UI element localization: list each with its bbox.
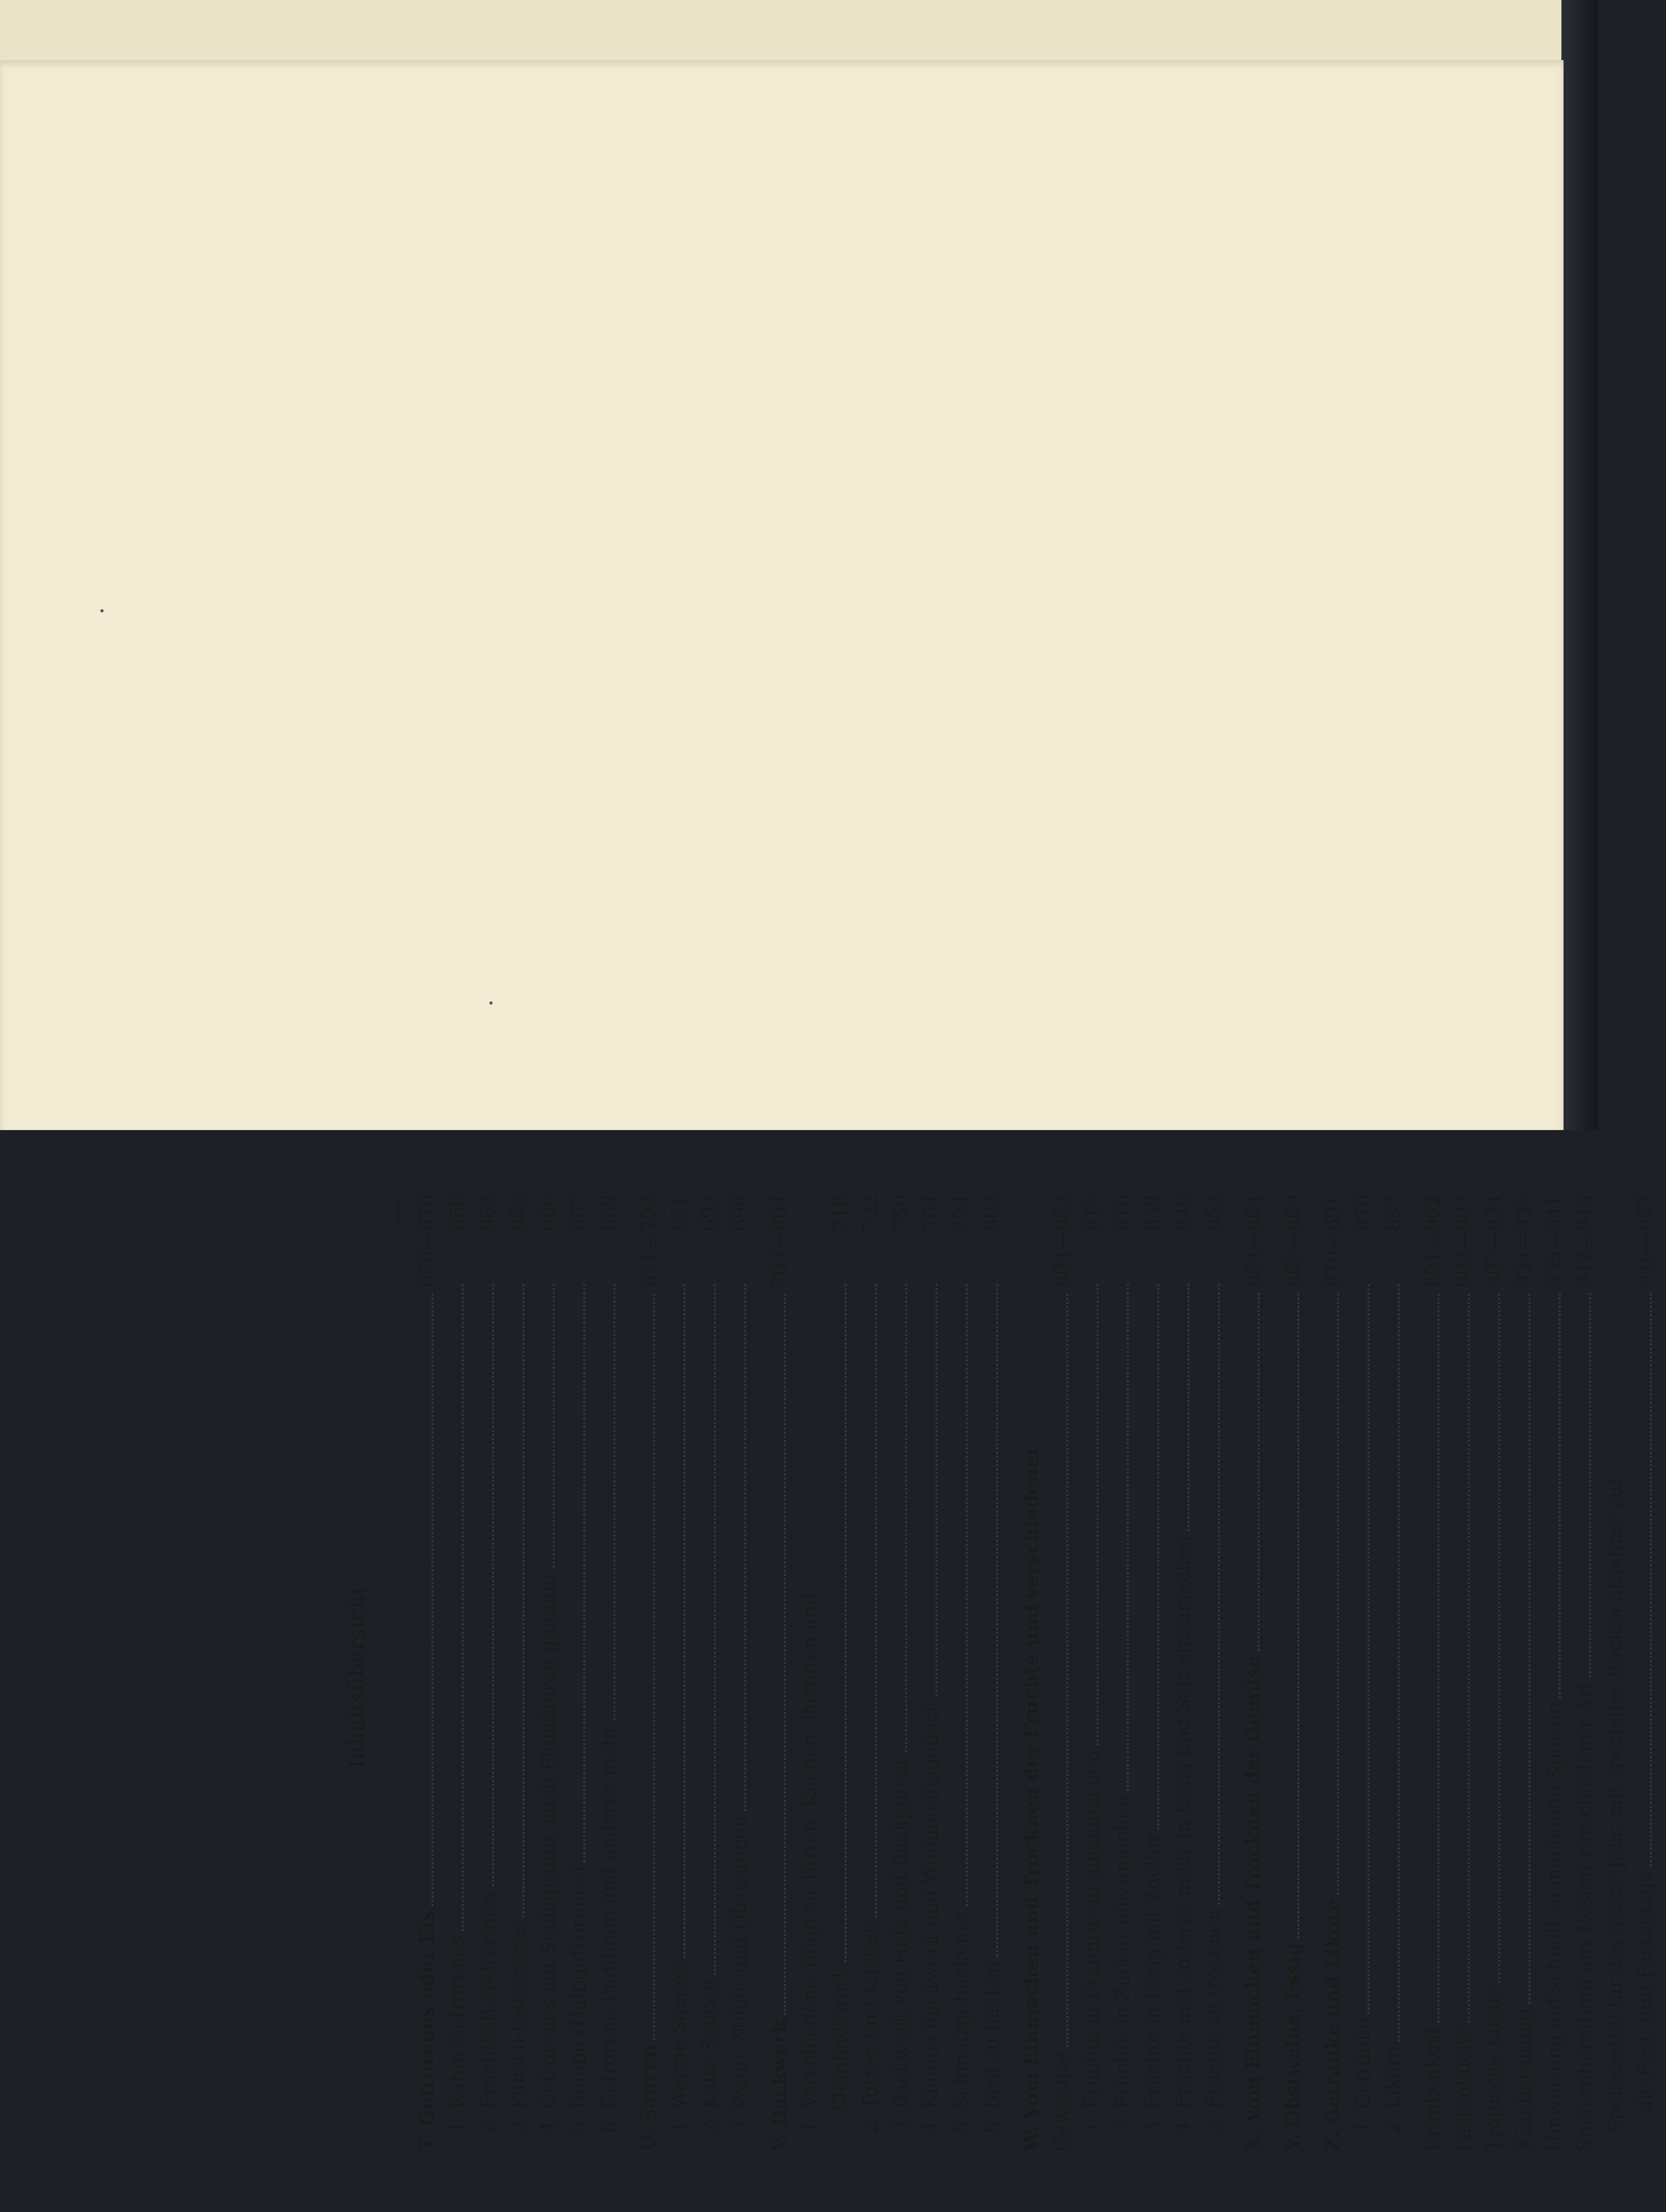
toc-entry-page: 902—907 (1452, 1194, 1475, 1288)
ink-speck (489, 1001, 493, 1005)
toc-entry (952, 1194, 982, 2151)
toc-entry-page: 716 (829, 1194, 851, 1232)
dot-leader (1066, 1293, 1068, 2047)
dot-leader (613, 1283, 615, 1720)
toc-entry-page: 942—945 (1573, 1194, 1596, 1288)
toc-entry-label: 5. Früchte zu trocknen (1202, 1909, 1225, 2134)
toc-entry-page: 887 (1382, 1194, 1405, 1232)
toc-entry-label: 2. Liköre (1382, 2046, 1405, 2134)
toc-entry-label: 2. Kalte Saucen (698, 1979, 721, 2134)
toc-entry (700, 1194, 730, 2151)
toc-entry (1243, 1194, 1274, 2151)
toc-entry-page: 891—902 (1422, 1194, 1444, 1288)
toc-entry (800, 1194, 830, 2151)
toc-entry (1423, 1194, 1454, 2151)
dot-leader (996, 1283, 998, 1956)
toc-entry-label: Gewächse (1051, 2051, 1073, 2151)
dot-leader (583, 1283, 585, 1862)
toc-entry-label: 2. Torten und Kuchen (859, 1921, 882, 2134)
toc-entry (639, 1194, 669, 2151)
toc-entry-label: 3. Früchte in Essig mit Zucker (1142, 1834, 1164, 2134)
book-page (0, 60, 1564, 1130)
toc-entry-label: 1. Rahm-Gefrorenes (446, 1935, 469, 2134)
toc-entry-page: 692 (698, 1194, 721, 1232)
toc-entry (891, 1194, 921, 2151)
toc-entry (1173, 1194, 1204, 2151)
dot-leader (744, 1283, 746, 1811)
toc-entry-label: Krankenkost (1422, 2027, 1444, 2151)
toc-entry (982, 1194, 1012, 2151)
dot-leader (431, 1293, 433, 1906)
toc-entry-label: T. Gefrorenes oder Eis (415, 1910, 438, 2151)
dot-leader (1218, 1283, 1220, 1905)
toc-entry (1204, 1194, 1234, 2151)
dot-leader (1337, 1293, 1339, 1895)
toc-entry-page: 934—935 (1513, 1194, 1535, 1288)
dot-leader (905, 1283, 907, 1752)
toc-entry (1022, 1194, 1052, 2151)
toc-entry-page: 907—934 (1482, 1194, 1505, 1288)
dot-leader (1498, 1293, 1500, 1982)
toc-entry (1283, 1194, 1314, 2151)
toc-entry (569, 1194, 599, 2151)
dot-leader (1157, 1283, 1159, 1830)
toc-entry (1575, 1194, 1605, 2151)
toc-entry-label: 3. Wein-, Milch- und Obstsaucen (728, 1815, 751, 2134)
toc-entry-label: Kleinbackwerk (829, 1966, 851, 2113)
toc-entry-page: 870 (1352, 1194, 1374, 1232)
dot-leader (1258, 1293, 1260, 1651)
toc-entry-page: 663 (476, 1194, 499, 1232)
toc-entry-label: Speisenbereitung aus Resten verschiedener Art (1573, 1682, 1596, 2151)
toc-entry (417, 1194, 448, 2151)
dot-leader (462, 1283, 464, 1931)
toc-entry-page: 946—967 (1634, 1194, 1657, 1288)
dot-leader (1297, 1293, 1299, 1939)
dot-leader (784, 1293, 786, 2015)
dot-leader (935, 1283, 938, 1696)
dot-leader (553, 1283, 555, 1568)
toc-entry-label: 1. Getränke (1352, 2017, 1374, 2134)
toc-entry-page: 660 (446, 1194, 469, 1232)
toc-entry-page: 794 (950, 1194, 973, 1232)
toc-entry (1113, 1194, 1143, 2151)
toc-entry (1454, 1194, 1484, 2151)
toc-entry-page: 802 (980, 1194, 1003, 1232)
toc-entry-page: 764 (920, 1194, 942, 1232)
toc-entry-label: 2. Früchte in Zucker einzumachen (1111, 1795, 1134, 2134)
dot-leader (1559, 1293, 1561, 1698)
dot-leader (875, 1283, 877, 1918)
toc-entry (508, 1194, 539, 2151)
toc-entry (1082, 1194, 1113, 2151)
dot-leader (845, 1283, 847, 1962)
toc-entry-page: 722 (859, 1194, 882, 1232)
dot-leader (683, 1283, 686, 1958)
rotated-page-content (272, 1135, 1657, 2212)
toc-entry (1052, 1194, 1082, 2151)
toc-entry-page: 854—864 (1242, 1194, 1264, 1288)
dot-leader (522, 1283, 524, 1918)
toc-entry-page: 671—702 (637, 1194, 660, 1288)
toc-entry-page: 846 (1172, 1194, 1194, 1232)
dot-leader (653, 1293, 655, 2040)
dot-leader (1398, 1283, 1400, 2042)
toc-entry-label: V. Backwerk (768, 2020, 791, 2151)
toc-entry (1605, 1194, 1636, 2151)
toc-entry-label: 4. Gefrorenes mit Schlagrahm, auch Plombièren genannt (537, 1571, 560, 2134)
page-heading: Inhaltsübersicht. (345, 1579, 369, 1768)
toc-entry (730, 1194, 760, 2151)
toc-entry (861, 1194, 891, 2151)
toc-entry (1545, 1194, 1575, 2151)
toc-entry-label: Tropische Küche (1482, 1987, 1505, 2151)
toc-entry-label: 6. Brot zu backen (980, 1960, 1003, 2134)
dot-leader (1188, 1283, 1190, 1531)
toc-entry-page: 671 (668, 1194, 690, 1232)
toc-entry-label: Z. Getränke und Liköre (1321, 1899, 1344, 2151)
toc-entry-page: 666 (537, 1194, 560, 1232)
toc-entry (1384, 1194, 1414, 2151)
toc-entry-page: 658—670 (416, 1194, 438, 1288)
toc-entry-label: 4. Früchte und anderes mehr in Essig und Salz einzumachen (1172, 1535, 1194, 2134)
dot-leader (1468, 1293, 1470, 2023)
toc-entry (599, 1194, 630, 2151)
dot-leader (492, 1283, 494, 1886)
toc-entry (1353, 1194, 1384, 2151)
toc-entry-label: W. Vom Einmachen und Trocknen der Früchte und verschiedener (1020, 1445, 1043, 2151)
toc-entry-label: 4. Kleines Backwerk und Weihnachtsgebäck (920, 1700, 942, 2134)
dot-leader (1650, 1293, 1652, 1866)
toc-entry-page: 870—891 (1321, 1194, 1344, 1288)
toc-entry-page: 703—804 (768, 1194, 791, 1288)
toc-entry (770, 1194, 800, 2151)
toc-entry-page: 865—869 (1282, 1194, 1304, 1288)
toc-entry-page: 815 (1081, 1194, 1103, 1232)
dot-leader (714, 1283, 716, 1975)
toc-entry-label: Hinweisung auf schnell zu machende Speisen (1543, 1702, 1566, 2151)
toc-entry-label: Speisezettel für das ganze Jahr, mit spezieller Rücksichtnahme auf (1604, 1478, 1626, 2134)
toc-entry (1636, 1194, 1666, 2151)
ink-speck (100, 609, 104, 612)
dot-leader (1127, 1283, 1129, 1791)
toc-entry-label: 3. Punsch-Gefrorenes (507, 1921, 529, 2134)
dot-leader (1367, 1283, 1370, 2014)
toc-entry (1484, 1194, 1514, 2151)
dot-leader (966, 1283, 968, 1906)
scanner-background-right (1561, 0, 1598, 1130)
toc-entry (539, 1194, 569, 2151)
toc-entry-label: 3. Backwerk von Hefe und Backpulver (889, 1757, 912, 2134)
toc-entry (1514, 1194, 1545, 2151)
toc-entry (478, 1194, 508, 2151)
toc-entry-label: 6. Gefrorene Puddinge und anderes mehr (598, 1725, 620, 2134)
toc-entry-page: 804—853 (1051, 1194, 1073, 1288)
toc-entry-label: Käsebereitung (1513, 2008, 1535, 2151)
toc-entry-page: 669 (598, 1194, 620, 1232)
dot-leader (1528, 1293, 1531, 2004)
toc-entry (830, 1194, 861, 2151)
toc-entry-label: 5. Schmalzgebackenes (950, 1910, 973, 2134)
toc-entry-label: 5. Bombe (Halbgefrorenes) (567, 1866, 590, 2134)
dot-leader (1437, 1293, 1440, 2023)
toc-entry (921, 1194, 952, 2151)
toc-entry-label: Y. Obstweine, Essig (1281, 1943, 1304, 2151)
toc-entry-label: X. Vom Einmachen und Trocknen der Gemüse (1241, 1655, 1264, 2151)
dot-leader (1589, 1293, 1591, 1678)
toc-entry-page: 816 (1111, 1194, 1134, 1232)
page-column-label: Seite (391, 1200, 404, 1227)
toc-entry (1323, 1194, 1353, 2151)
toc-entry (1143, 1194, 1173, 2151)
toc-entry-label: Fastenküche (1452, 2027, 1475, 2151)
toc-entry-page: 698 (728, 1194, 751, 1232)
table-of-contents (408, 1194, 1666, 2151)
toc-entry-page: 750 (889, 1194, 912, 1232)
toc-entry-label: 2. Fruchtsaft-Gefrorenes (476, 1890, 499, 2134)
toc-entry (448, 1194, 478, 2151)
toc-entry-label: U. Saucen (637, 2044, 660, 2151)
toc-entry-page: 665 (507, 1194, 529, 1232)
toc-entry-label: die Fest- und Fastentage (1634, 1870, 1657, 2113)
toc-entry-page: 852 (1202, 1194, 1225, 1232)
toc-entry (669, 1194, 700, 2151)
toc-entry-page: 935—941 (1543, 1194, 1566, 1288)
dot-leader (1097, 1283, 1099, 1746)
toc-entry-label: 1. Früchte in Branntwein einzumachen (1081, 1750, 1103, 2134)
toc-entry-label: 1. Warme Saucen (668, 1962, 690, 2134)
toc-entry-page: 839 (1142, 1194, 1164, 1232)
toc-entry-page: 667 (567, 1194, 590, 1232)
toc-entry-label: 1. Verschiedene Teige zu Torten, Kuchen, Pasteten und (798, 1593, 821, 2134)
